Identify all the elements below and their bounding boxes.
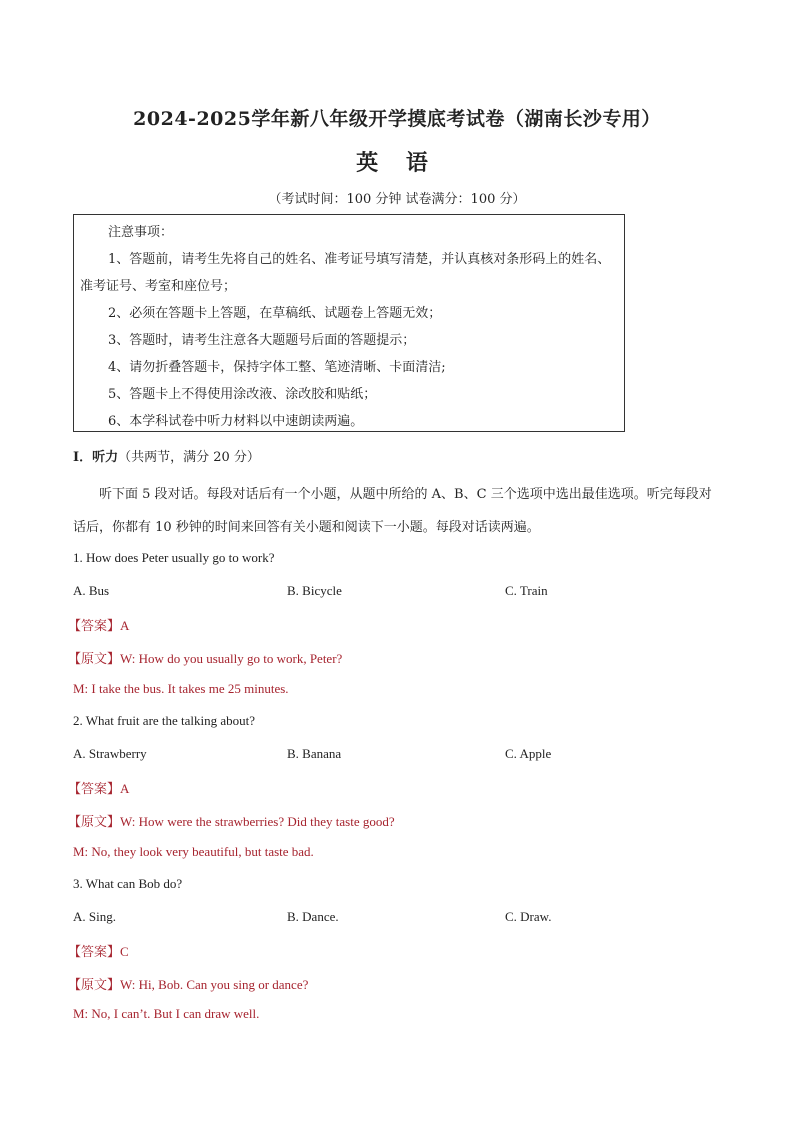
script-line	[68, 974, 308, 993]
script-line	[68, 648, 342, 667]
question-text: 2. What fruit are the talking about?	[73, 713, 256, 728]
answer-label: 【答案】	[68, 945, 121, 960]
answer-value: A	[120, 781, 130, 796]
notice-item: 6、本学科试卷中听力材料以中速朗读两遍。	[108, 414, 364, 429]
script-m: M: I take the bus. It takes me 25 minutes.	[73, 681, 289, 696]
option-a: A. Sing.	[73, 909, 116, 924]
script-w: W: How do you usually go to work, Peter?	[120, 651, 343, 666]
answer-line	[68, 941, 129, 960]
script-m: M: No, they look very beautiful, but taste bad.	[73, 844, 314, 859]
option-c: C. Draw.	[505, 909, 552, 924]
notice-box	[73, 214, 625, 432]
section-instruction: 听下面 5 段对话。每段对话后有一个小题，从题中所给的 A、B、C 三个选项中选出最佳选项。听完每段对话后，你都有 10 秒钟的时间来回答有关小题和阅读下一小题。每段对话读两遍。	[73, 487, 712, 535]
exam-meta: （考试时间：100 分钟 试卷满分：100 分）	[268, 192, 526, 207]
option-b: B. Bicycle	[287, 583, 342, 598]
option-b: B. Dance.	[287, 909, 339, 924]
question-text: 1. How does Peter usually go to work?	[73, 550, 275, 565]
option-a: A. Bus	[73, 583, 110, 598]
notice-heading: 注意事项：	[108, 225, 174, 240]
section-heading	[73, 446, 260, 465]
notice-item: 3、答题时，请考生注意各大题题号后面的答题提示；	[108, 333, 416, 348]
script-label: 【原文】	[68, 978, 121, 993]
option-a: A. Strawberry	[73, 746, 147, 761]
exam-title: 2024-2025学年新八年级开学摸底考试卷（湖南长沙专用）	[133, 108, 661, 130]
section-label: I．听力	[73, 450, 119, 465]
answer-value: A	[120, 618, 130, 633]
notice-item: 2、必须在答题卡上答题，在草稿纸、试题卷上答题无效；	[108, 306, 442, 321]
answer-line	[68, 615, 129, 634]
notice-item: 5、答题卡上不得使用涂改液、涂改胶和贴纸；	[108, 387, 377, 402]
option-c: C. Train	[505, 583, 548, 598]
notice-item: 1、答题前，请考生先将自己的姓名、准考证号填写清楚，并认真核对条形码上的姓名、准考证号、考室和座位号；	[80, 252, 611, 294]
answer-value: C	[120, 944, 129, 959]
script-w: W: How were the strawberries? Did they taste good?	[120, 814, 395, 829]
answer-label: 【答案】	[68, 619, 121, 634]
section-detail: （共两节，满分 20 分）	[118, 450, 260, 465]
option-c: C. Apple	[505, 746, 552, 761]
script-m: M: No, I can’t. But I can draw well.	[73, 1006, 260, 1021]
notice-item: 4、请勿折叠答题卡，保持字体工整、笔迹清晰、卡面清洁;	[108, 360, 446, 375]
exam-subject: 英 语	[356, 150, 438, 176]
script-line	[68, 811, 395, 830]
script-label: 【原文】	[68, 815, 121, 830]
option-b: B. Banana	[287, 746, 342, 761]
script-label: 【原文】	[68, 652, 121, 667]
script-w: W: Hi, Bob. Can you sing or dance?	[120, 977, 309, 992]
answer-line	[68, 778, 129, 797]
question-text: 3. What can Bob do?	[73, 876, 183, 891]
answer-label: 【答案】	[68, 782, 121, 797]
